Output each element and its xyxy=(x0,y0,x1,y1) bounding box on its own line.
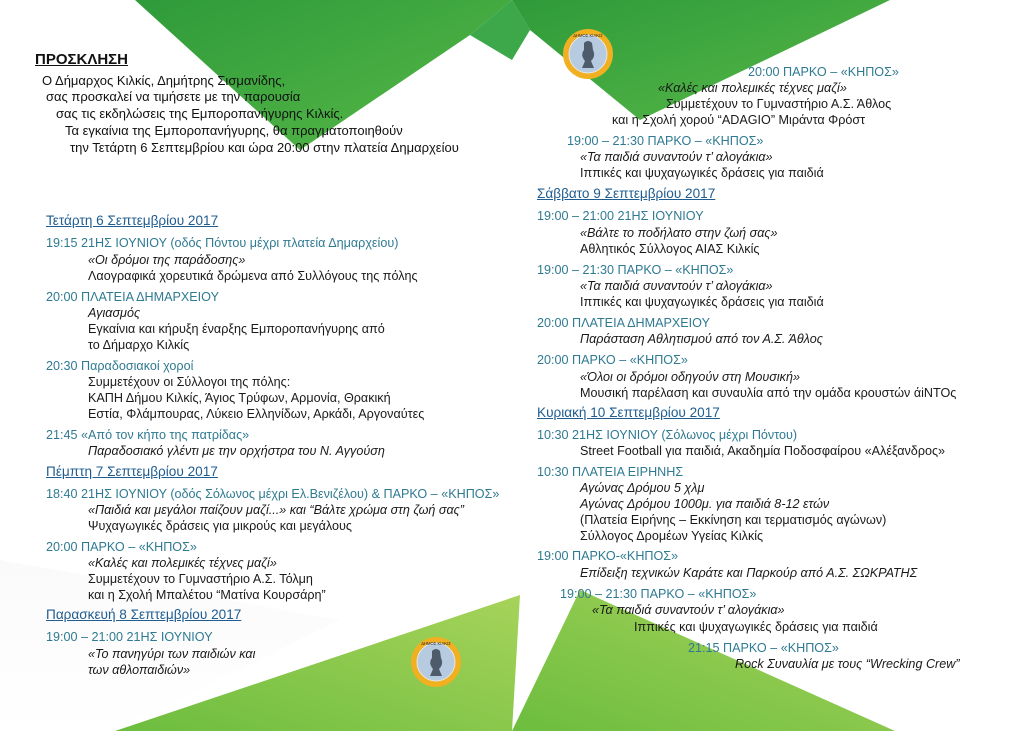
invitation-line: Τα εγκαίνια της Εμποροπανήγυρης, θα πραγματοποιηθούν xyxy=(65,123,403,138)
event-name: Αγώνας Δρόμου 1000μ. για παιδιά 8-12 ετών xyxy=(580,497,830,511)
event-time: 19:15 21ΗΣ ΙΟΥΝΙΟΥ (οδός Πόντου μέχρι πλατεία Δημαρχείου) xyxy=(46,236,399,250)
invitation-line: σας προσκαλεί να τιμήσετε με την παρουσία xyxy=(46,89,301,104)
event-desc: και η Σχολή Μπαλέτου “Ματίνα Κουρσάρη” xyxy=(88,588,326,602)
event-name: «Το πανηγύρι των παιδιών και xyxy=(88,647,256,661)
event-desc: Ιππικές και ψυχαγωγικές δράσεις για παιδιά xyxy=(634,620,878,634)
event-time: 20:00 ΠΑΡΚΟ – «ΚΗΠΟΣ» xyxy=(537,353,688,367)
event-time: 19:00 ΠΑΡΚΟ-«ΚΗΠΟΣ» xyxy=(537,549,679,563)
event-desc: Συμμετέχουν το Γυμναστήριο Α.Σ. Άθλος xyxy=(666,97,892,111)
event-desc: το Δήμαρχο Κιλκίς xyxy=(88,338,190,352)
event-time: 21:45 «Από τον κήπο της πατρίδας» xyxy=(46,428,250,442)
event-name: «Τα παιδιά συναντούν τ’ αλογάκια» xyxy=(580,279,773,293)
event-desc: Λαογραφικά χορευτικά δρώμενα από Συλλόγους της πόλης xyxy=(88,269,418,283)
event-time: 19:00 – 21:30 ΠΑΡΚΟ – «ΚΗΠΟΣ» xyxy=(560,587,757,601)
event-name: «Βάλτε το ποδήλατο στην ζωή σας» xyxy=(580,226,778,240)
event-time: 20:00 ΠΛΑΤΕΙΑ ΔΗΜΑΡΧΕΙΟΥ xyxy=(46,290,219,304)
event-name: των αθλοπαιδιών» xyxy=(88,663,191,677)
event-name: «Παιδιά και μεγάλοι παίζουν μαζί...» και “Βάλτε χρώμα στη ζωή σας” xyxy=(88,503,464,517)
invitation-line: σας τις εκδηλώσεις της Εμποροπανήγυρης Κιλκίς. xyxy=(56,106,344,121)
event-desc: (Πλατεία Ειρήνης – Εκκίνηση και τερματισμός αγώνων) xyxy=(580,513,887,527)
municipality-logo-bottom xyxy=(410,636,462,688)
event-name: «Τα παιδιά συναντούν τ’ αλογάκια» xyxy=(580,150,773,164)
event-desc: Εγκαίνια και κήρυξη έναρξης Εμποροπανήγυρης από xyxy=(88,322,385,336)
event-time: 19:00 – 21:00 21ΗΣ ΙΟΥΝΙΟΥ xyxy=(537,209,704,223)
municipality-logo-top xyxy=(562,28,614,80)
event-desc: Μουσική παρέλαση και συναυλία από την ομάδα κρουστών άiNTOς xyxy=(580,386,957,400)
event-time: 20:00 ΠΑΡΚΟ – «ΚΗΠΟΣ» xyxy=(748,65,899,79)
event-name: «Καλές και πολεμικές τέχνες μαζί» xyxy=(658,81,847,95)
event-time: 10:30 21ΗΣ ΙΟΥΝΙΟΥ (Σόλωνος μέχρι Πόντου) xyxy=(537,428,798,442)
event-desc: Συμμετέχουν οι Σύλλογοι της πόλης: xyxy=(88,375,291,389)
event-desc: Ιππικές και ψυχαγωγικές δράσεις για παιδιά xyxy=(580,295,824,309)
event-time: 21:15 ΠΑΡΚΟ – «ΚΗΠΟΣ» xyxy=(688,641,839,655)
event-name: «Καλές και πολεμικές τέχνες μαζί» xyxy=(88,556,277,570)
event-time: 20:00 ΠΑΡΚΟ – «ΚΗΠΟΣ» xyxy=(46,540,197,554)
invitation-title: ΠΡΟΣΚΛΗΣΗ xyxy=(35,51,129,68)
event-desc: Street Football για παιδιά, Ακαδημία Ποδοσφαίρου «Αλέξανδρος» xyxy=(580,444,946,458)
event-desc: Συμμετέχουν το Γυμναστήριο Α.Σ. Τόλμη xyxy=(88,572,313,586)
event-desc: Ιππικές και ψυχαγωγικές δράσεις για παιδιά xyxy=(580,166,824,180)
invitation-line: την Τετάρτη 6 Σεπτεμβρίου και ώρα 20:00 στην πλατεία Δημαρχείου xyxy=(70,140,459,155)
event-name: «Τα παιδιά συναντούν τ’ αλογάκια» xyxy=(592,603,785,617)
event-time: 19:00 – 21:30 ΠΑΡΚΟ – «ΚΗΠΟΣ» xyxy=(537,263,734,277)
event-time: 19:00 – 21:30 ΠΑΡΚΟ – «ΚΗΠΟΣ» xyxy=(567,134,764,148)
day-heading-sunday: Κυριακή 10 Σεπτεμβρίου 2017 xyxy=(537,405,720,420)
event-desc: και η Σχολή χορού “ADAGIO” Μιράντα Φρόστ xyxy=(612,113,866,127)
logo-text-bottom: ΔΗΜΟΣ ΚΙΛΚΙΣ xyxy=(421,641,451,646)
event-name: Αγώνας Δρόμου 5 χλμ xyxy=(580,481,705,495)
event-time: 19:00 – 21:00 21ΗΣ ΙΟΥΝΙΟΥ xyxy=(46,630,213,644)
day-heading-wednesday: Τετάρτη 6 Σεπτεμβρίου 2017 xyxy=(46,213,219,228)
event-name: Επίδειξη τεχνικών Καράτε και Παρκούρ από Α.Σ. ΣΩΚΡΑΤΗΣ xyxy=(580,566,918,580)
event-name: «Όλοι οι δρόμοι οδηγούν στη Μουσική» xyxy=(580,370,800,384)
invitation-line: Ο Δήμαρχος Κιλκίς, Δημήτρης Σισμανίδης, xyxy=(42,73,286,88)
event-desc: Παραδοσιακό γλέντι με την ορχήστρα του Ν. Αγγούση xyxy=(88,444,385,458)
day-heading-thursday: Πέμπτη 7 Σεπτεμβρίου 2017 xyxy=(46,464,218,479)
event-desc: Αθλητικός Σύλλογος ΑΙΑΣ Κιλκίς xyxy=(580,242,760,256)
day-heading-saturday: Σάββατο 9 Σεπτεμβρίου 2017 xyxy=(537,186,716,201)
logo-text-top: ΔΗΜΟΣ ΚΙΛΚΙΣ xyxy=(573,33,603,38)
event-time: 10:30 ΠΛΑΤΕΙΑ ΕΙΡΗΝΗΣ xyxy=(537,465,684,479)
event-desc: Εστία, Φλάμπουρας, Λύκειο Ελληνίδων, Αρκάδι, Αργοναύτες xyxy=(88,407,425,421)
event-name: Rock Συναυλία με τους “Wrecking Crew” xyxy=(735,657,960,671)
event-desc: ΚΑΠΗ Δήμου Κιλκίς, Άγιος Τρύφων, Αρμονία, Θρακική xyxy=(88,391,391,405)
event-name: Παράσταση Αθλητισμού από τον Α.Σ. Άθλος xyxy=(580,332,823,346)
event-desc: Σύλλογος Δρομέων Υγείας Κιλκίς xyxy=(580,529,764,543)
event-time: 18:40 21ΗΣ ΙΟΥΝΙΟΥ (οδός Σόλωνος μέχρι Ελ.Βενιζέλου) & ΠΑΡΚΟ – «ΚΗΠΟΣ» xyxy=(46,487,500,501)
event-desc: Ψυχαγωγικές δράσεις για μικρούς και μεγάλους xyxy=(88,519,352,533)
event-name: «Οι δρόμοι της παράδοσης» xyxy=(88,253,246,267)
event-time: 20:00 ΠΛΑΤΕΙΑ ΔΗΜΑΡΧΕΙΟΥ xyxy=(537,316,710,330)
event-time: 20:30 Παραδοσιακοί χοροί xyxy=(46,359,194,373)
day-heading-friday: Παρασκευή 8 Σεπτεμβρίου 2017 xyxy=(46,607,242,622)
event-name: Αγιασμός xyxy=(88,306,141,320)
